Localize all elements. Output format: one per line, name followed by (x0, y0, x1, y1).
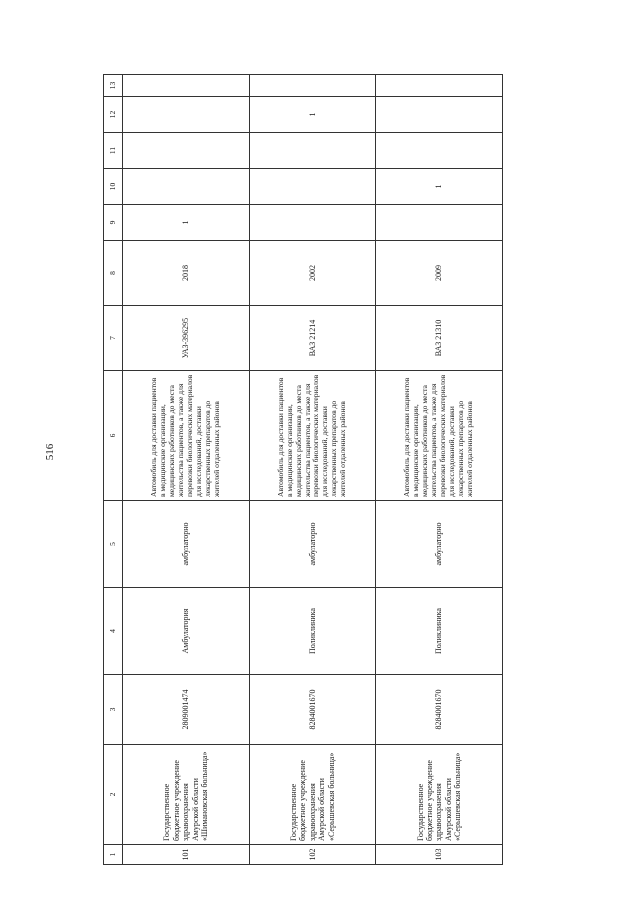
quantity-cell (376, 205, 503, 241)
column-header: 1 (104, 845, 123, 865)
vehicle-purpose: Автомобиль для доставки пациентов в медицинские организации, медицинских работников до места жительства пациентов, а также для перевозки биологических материалов для исследований, доставки лекарственных препаратов до жителей отдаленных районов (249, 371, 376, 501)
quantity-cell (249, 169, 376, 205)
care-mode: амбулаторно (123, 501, 250, 588)
quantity-cell (376, 133, 503, 169)
page-number: 516 (44, 443, 56, 461)
subdivision-name: Поликлиника (249, 588, 376, 675)
organization-name: Государственное бюджетное учреждение здравоохранения Амурской области «Серышевская больница» (376, 745, 503, 845)
quantity-cell (249, 205, 376, 241)
column-header: 9 (104, 205, 123, 241)
row-number: 103 (376, 845, 503, 865)
vehicle-model: ВАЗ 21310 (376, 306, 503, 371)
quantity-cell: 1 (249, 97, 376, 133)
column-header: 3 (104, 675, 123, 745)
header-row (104, 75, 123, 865)
column-header: 8 (104, 241, 123, 306)
quantity-cell (123, 169, 250, 205)
table-row (123, 75, 250, 865)
column-header: 4 (104, 588, 123, 675)
column-header: 11 (104, 133, 123, 169)
care-mode: амбулаторно (249, 501, 376, 588)
column-header: 6 (104, 371, 123, 501)
vehicle-model: УАЗ-396295 (123, 306, 250, 371)
quantity-cell (123, 97, 250, 133)
quantity-cell (249, 133, 376, 169)
subdivision-name: Амбулатория (123, 588, 250, 675)
table-row (249, 75, 376, 865)
vehicle-purpose: Автомобиль для доставки пациентов в медицинские организации, медицинских работников до места жительства пациентов, а также для перевозки биологических материалов для исследований, доставки лекарственных препаратов до жителей отдаленных районов (123, 371, 250, 501)
column-header: 2 (104, 745, 123, 845)
vehicle-year: 2018 (123, 241, 250, 306)
care-mode: амбулаторно (376, 501, 503, 588)
quantity-cell (123, 75, 250, 97)
vehicle-table (103, 74, 503, 865)
column-header: 12 (104, 97, 123, 133)
column-header: 13 (104, 75, 123, 97)
quantity-cell: 1 (376, 169, 503, 205)
table-row (376, 75, 503, 865)
row-number: 101 (123, 845, 250, 865)
row-number: 102 (249, 845, 376, 865)
organization-name: Государственное бюджетное учреждение здравоохранения Амурской области «Серышевская больница» (249, 745, 376, 845)
vehicle-year: 2009 (376, 241, 503, 306)
organization-code: 2809001474 (123, 675, 250, 745)
column-header: 10 (104, 169, 123, 205)
vehicle-purpose: Автомобиль для доставки пациентов в медицинские организации, медицинских работников до места жительства пациентов, а также для перевозки биологических материалов для исследований, доставки лекарственных препаратов до жителей отдаленных районов (376, 371, 503, 501)
quantity-cell (123, 133, 250, 169)
quantity-cell (249, 75, 376, 97)
quantity-cell: 1 (123, 205, 250, 241)
column-header: 7 (104, 306, 123, 371)
subdivision-name: Поликлиника (376, 588, 503, 675)
rotated-table-container (103, 75, 503, 865)
column-header: 5 (104, 501, 123, 588)
organization-code: 8284001670 (249, 675, 376, 745)
vehicle-year: 2002 (249, 241, 376, 306)
organization-code: 8284001670 (376, 675, 503, 745)
organization-name: Государственное бюджетное учреждение здравоохранения Амурской области «Шимановская больница» (123, 745, 250, 845)
vehicle-model: ВАЗ 21214 (249, 306, 376, 371)
quantity-cell (376, 75, 503, 97)
quantity-cell (376, 97, 503, 133)
